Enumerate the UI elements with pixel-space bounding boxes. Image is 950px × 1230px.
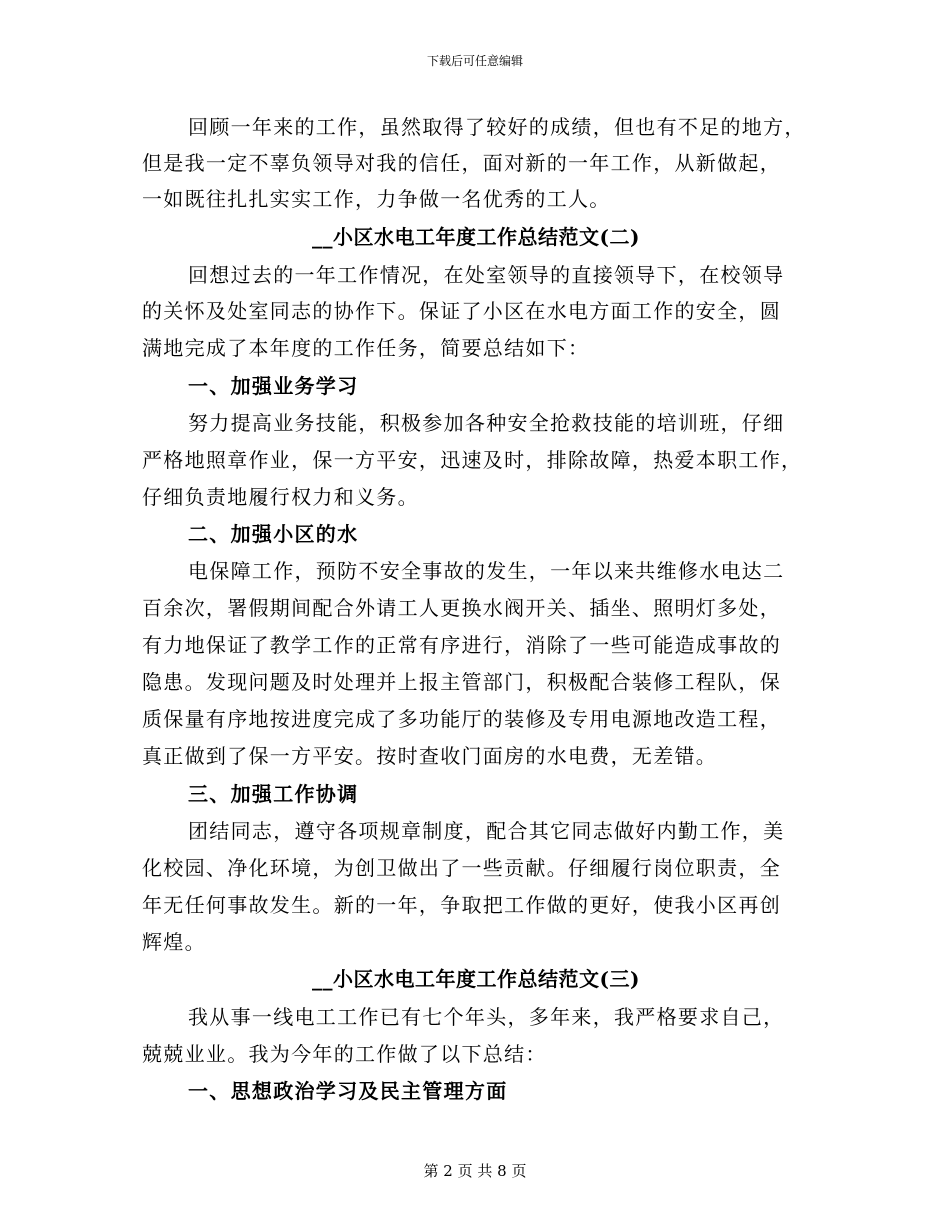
- subsection-heading: 三、加强工作协调: [188, 782, 359, 806]
- paragraph-line: 化校园、净化环境，为创卫做出了一些贡献。仔细履行岗位职责，全: [142, 856, 781, 880]
- subsection-heading: 一、思想政治学习及民主管理方面: [188, 1079, 508, 1103]
- paragraph-line: 努力提高业务技能，积极参加各种安全抢救技能的培训班，仔细: [188, 411, 785, 435]
- subsection-heading: 二、加强小区的水: [188, 522, 359, 546]
- paragraph-line: 辉煌。: [142, 930, 206, 954]
- paragraph-line: 年无任何事故发生。新的一年，争取把工作做的更好，使我小区再创: [142, 893, 781, 917]
- section-title: __小区水电工年度工作总结范文(二): [312, 225, 640, 249]
- paragraph-line: 但是我一定不辜负领导对我的信任，面对新的一年工作，从新做起，: [142, 151, 781, 175]
- paragraph-line: 有力地保证了教学工作的正常有序进行，消除了一些可能造成事故的: [142, 633, 781, 657]
- paragraph-line: 质保量有序地按进度完成了多功能厅的装修及专用电源地改造工程，: [142, 707, 781, 731]
- paragraph-line: 一如既往扎扎实实工作，力争做一名优秀的工人。: [142, 187, 611, 211]
- paragraph-line: 隐患。发现问题及时处理并上报主管部门，积极配合装修工程队，保: [142, 670, 781, 694]
- paragraph-line: 我从事一线电工工作已有七个年头，多年来，我严格要求自己，: [188, 1005, 785, 1029]
- paragraph-line: 回顾一年来的工作，虽然取得了较好的成绩，但也有不足的地方，: [188, 115, 806, 139]
- subsection-heading: 一、加强业务学习: [188, 374, 359, 398]
- paragraph-line: 团结同志，遵守各项规章制度，配合其它同志做好内勤工作，美: [188, 819, 785, 843]
- page-header: 下载后可任意编辑: [426, 54, 523, 68]
- paragraph-line: 百余次，署假期间配合外请工人更换水阀开关、插坐、照明灯多处，: [142, 596, 781, 620]
- page-footer: 第 2 页 共 8 页: [423, 1162, 527, 1180]
- paragraph-line: 回想过去的一年工作情况，在处室领导的直接领导下，在校领导: [188, 263, 785, 287]
- section-title: __小区水电工年度工作总结范文(三): [312, 967, 640, 991]
- paragraph-line: 仔细负责地履行权力和义务。: [142, 485, 419, 509]
- paragraph-line: 兢兢业业。我为今年的工作做了以下总结：: [142, 1042, 547, 1066]
- paragraph-line: 满地完成了本年度的工作任务，简要总结如下：: [142, 336, 590, 360]
- paragraph-line: 的关怀及处室同志的协作下。保证了小区在水电方面工作的安全，圆: [142, 299, 781, 323]
- paragraph-line: 严格地照章作业，保一方平安，迅速及时，排除故障，热爱本职工作，: [142, 448, 803, 472]
- paragraph-line: 电保障工作，预防不安全事故的发生，一年以来共维修水电达二: [188, 559, 785, 583]
- paragraph-line: 真正做到了保一方平安。按时查收门面房的水电费，无差错。: [142, 744, 718, 768]
